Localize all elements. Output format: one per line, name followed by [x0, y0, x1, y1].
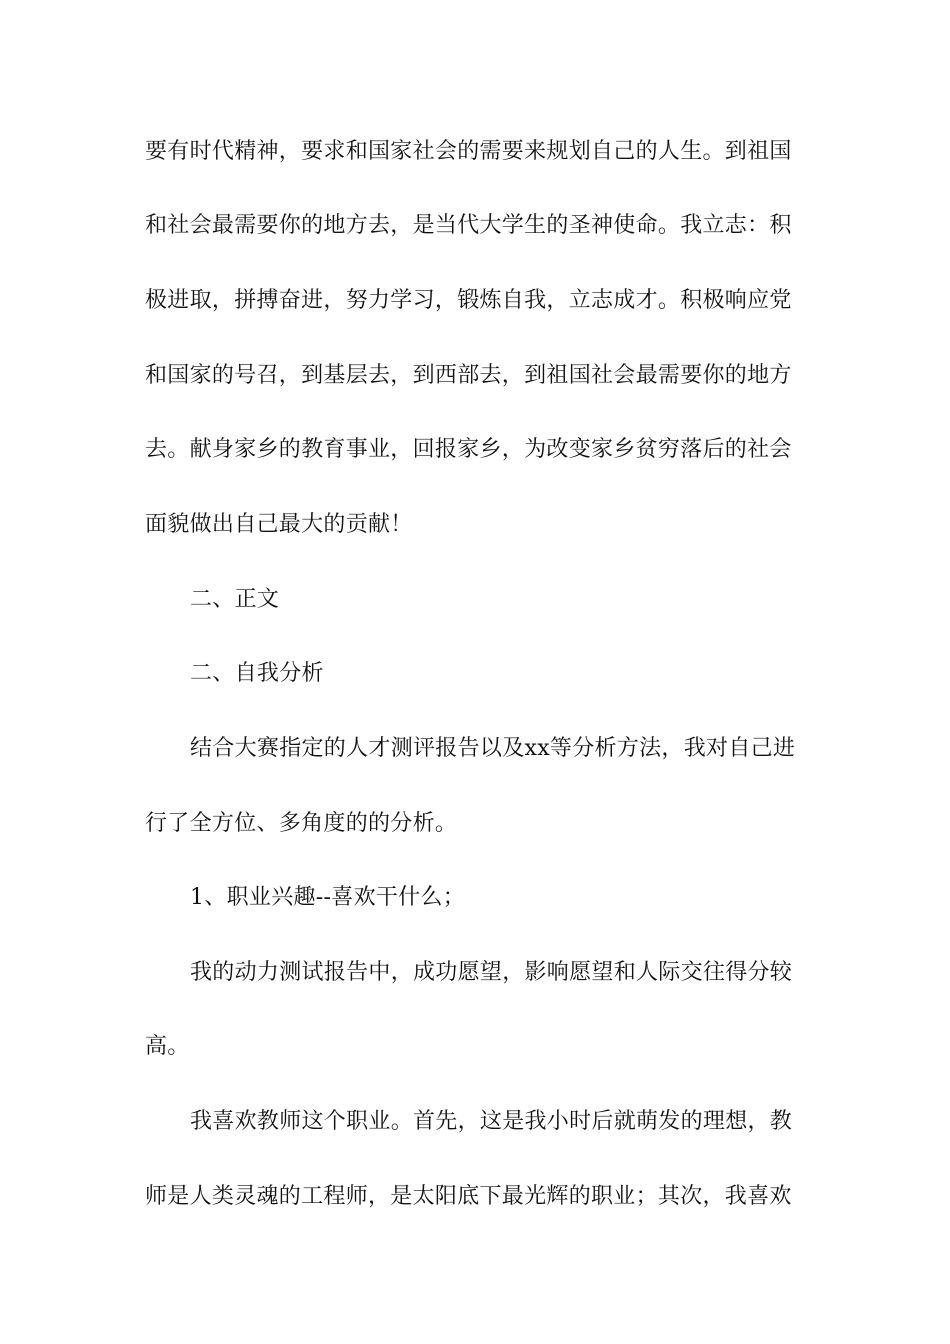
paragraph-line: 高。	[145, 1034, 190, 1059]
paragraph-line: 我的动力测试报告中，成功愿望，影响愿望和人际交往得分较	[190, 960, 793, 985]
paragraph-line: 行了全方位、多角度的的分析。	[145, 811, 458, 836]
subsection-heading: 1、职业兴趣--喜欢干什么；	[190, 885, 466, 910]
paragraph-line: 师是人类灵魂的工程师，是太阳底下最光辉的职业；其次，我喜欢	[145, 1184, 792, 1209]
section-heading: 二、正文	[190, 587, 280, 612]
paragraph-line: 去。献身家乡的教育事业，回报家乡，为改变家乡贫穷落后的社会	[145, 437, 792, 462]
paragraph-line: 我喜欢教师这个职业。首先，这是我小时后就萌发的理想，教	[190, 1109, 793, 1134]
paragraph-line: 和社会最需要你的地方去，是当代大学生的圣神使命。我立志：积	[145, 213, 792, 238]
paragraph-line: 极进取，拼搏奋进，努力学习，锻炼自我，立志成才。积极响应党	[145, 288, 792, 313]
section-heading: 二、自我分析	[190, 661, 324, 686]
paragraph-line: 要有时代精神，要求和国家社会的需要来规划自己的人生。到祖国	[145, 139, 792, 164]
paragraph-line: 面貌做出自己最大的贡献！	[145, 512, 413, 537]
paragraph-line: 和国家的号召，到基层去，到西部去，到祖国社会最需要你的地方	[145, 363, 792, 388]
paragraph-line: 结合大赛指定的人才测评报告以及xx等分析方法，我对自己进	[190, 736, 796, 761]
